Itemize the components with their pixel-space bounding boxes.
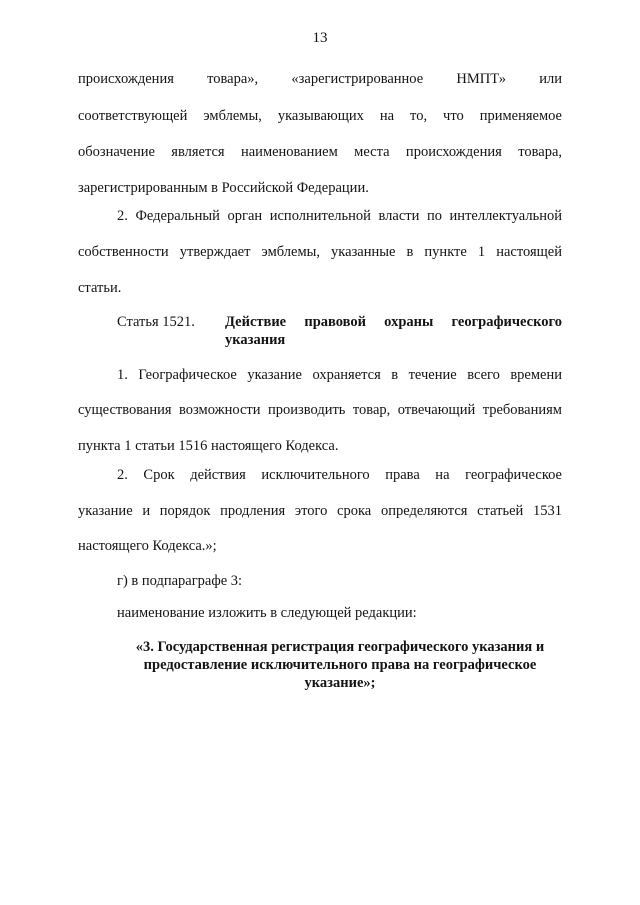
text-line: пункта 1 статьи 1516 настоящего Кодекса. (78, 438, 339, 454)
text-line: соответствующей эмблемы, указывающих на то, что применяемое (78, 108, 562, 124)
text-line: 1. Географическое указание охраняется в течение всего времени (117, 367, 562, 383)
text-line: указание и порядок продления этого срока определяются статьей 1531 (78, 503, 562, 519)
text-line: 2. Федеральный орган исполнительной власти по интеллектуальной (117, 208, 562, 224)
article-title-line: Действие правовой охраны географического (225, 314, 562, 330)
subitem-line: г) в подпараграфе 3: (117, 573, 243, 589)
heading-line: предоставление исключительного права на географическое (143, 657, 537, 673)
article-number: Статья 1521. (117, 314, 195, 330)
article-title-line: указания (225, 332, 286, 348)
page-number: 13 (312, 30, 328, 46)
instruction-line: наименование изложить в следующей редакции: (117, 605, 417, 621)
text-line: происхождения товара», «зарегистрированное НМПТ» или (78, 71, 562, 87)
heading-line: указание»; (304, 675, 376, 691)
text-line: собственности утверждает эмблемы, указанные в пункте 1 настоящей (78, 244, 562, 260)
article-title (225, 313, 562, 349)
text-line: настоящего Кодекса.»; (78, 538, 217, 554)
text-line: существования возможности производить товар, отвечающий требованиям (78, 402, 562, 418)
text-line: статьи. (78, 280, 122, 296)
text-line: 2. Срок действия исключительного права на географическое (117, 467, 562, 483)
heading-line: «3. Государственная регистрация географического указания и (135, 639, 545, 655)
text-line: зарегистрированным в Российской Федерации. (78, 180, 369, 196)
text-line: обозначение является наименованием места происхождения товара, (78, 144, 562, 160)
